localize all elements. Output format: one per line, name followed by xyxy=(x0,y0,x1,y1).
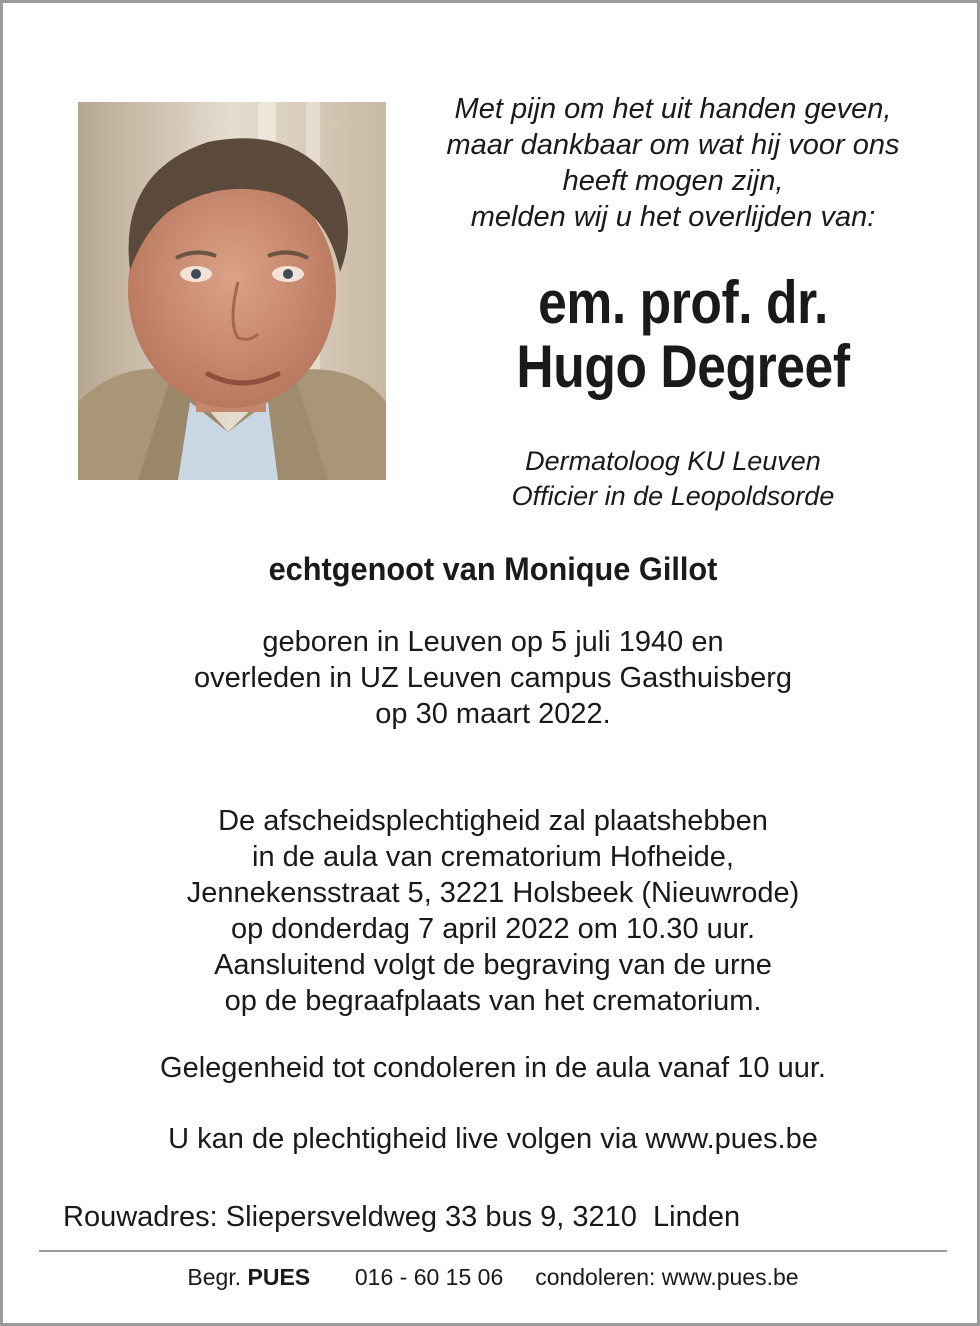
intro-line: Met pijn om het uit handen geven, xyxy=(454,93,892,125)
professional-titles xyxy=(423,444,923,514)
footer-condolences: condoleren: www.pues.be xyxy=(535,1264,799,1290)
ceremony-line: op de begraafplaats van het crematorium. xyxy=(224,985,762,1017)
birth-death-info xyxy=(3,624,980,732)
intro-text xyxy=(413,91,933,235)
ceremony-line: De afscheidsplechtigheid zal plaatshebben xyxy=(218,805,768,837)
deceased-name xyxy=(442,271,924,399)
condolence-info: Gelegenheid tot condoleren in de aula vanaf 10 uur. xyxy=(160,1052,826,1084)
footer-phone: 016 - 60 15 06 xyxy=(354,1264,504,1290)
livestream-info: U kan de plechtigheid live volgen via www.pues.be xyxy=(168,1123,818,1155)
birth-line: overleden in UZ Leuven campus Gasthuisberg xyxy=(193,662,793,694)
funeral-home-name: PUES xyxy=(247,1264,311,1290)
spouse-line: echtgenoot van Monique Gillot xyxy=(268,551,718,587)
ceremony-line: Aansluitend volgt de begraving van de urne xyxy=(214,949,772,981)
title-line: Officier in de Leopoldsorde xyxy=(511,481,835,511)
mourning-address: Rouwadres: Sliepersveldweg 33 bus 9, 3210 Linden xyxy=(63,1201,741,1233)
footer-divider xyxy=(39,1250,947,1252)
intro-line: melden wij u het overlijden van: xyxy=(470,201,876,233)
birth-line: op 30 maart 2022. xyxy=(375,698,611,730)
ceremony-info xyxy=(3,803,980,1019)
intro-line: heeft mogen zijn, xyxy=(562,165,784,197)
intro-line: maar dankbaar om wat hij voor ons xyxy=(446,129,900,161)
ceremony-line: op donderdag 7 april 2022 om 10.30 uur. xyxy=(230,913,755,945)
title-line: Dermatoloog KU Leuven xyxy=(525,446,821,476)
ceremony-line: in de aula van crematorium Hofheide, xyxy=(252,841,734,873)
footer-prefix: Begr. xyxy=(187,1264,248,1290)
name-title: em. prof. dr. xyxy=(538,269,828,336)
ceremony-line: Jennekensstraat 5, 3221 Holsbeek (Nieuwrode) xyxy=(186,877,800,909)
birth-line: geboren in Leuven op 5 juli 1940 en xyxy=(262,626,724,658)
portrait-illustration xyxy=(78,102,386,480)
portrait-photo xyxy=(78,102,386,480)
name-full: Hugo Degreef xyxy=(516,333,850,400)
footer xyxy=(3,1262,980,1292)
